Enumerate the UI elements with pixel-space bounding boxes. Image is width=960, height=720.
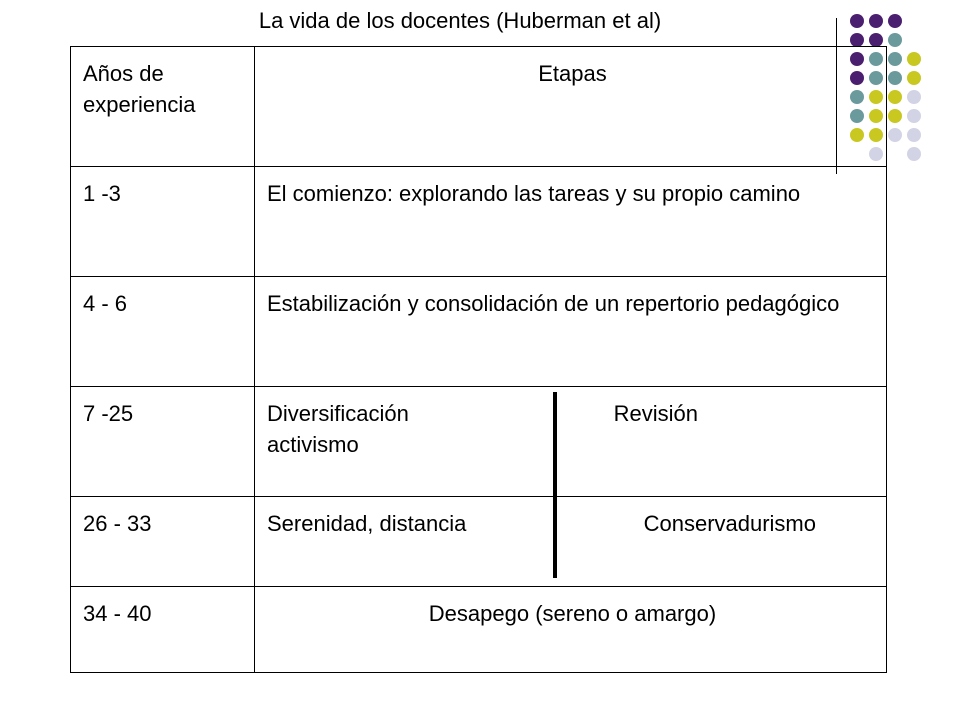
row-years: 1 -3 <box>71 167 255 277</box>
decorative-dot <box>907 90 921 104</box>
table-row <box>71 587 887 673</box>
table-row <box>71 167 887 277</box>
decorative-dot <box>907 52 921 66</box>
decorative-dot <box>907 33 921 47</box>
row-stage-split <box>255 387 887 497</box>
decorative-dot <box>907 71 921 85</box>
header-stages: Etapas <box>255 47 887 167</box>
decorative-dot <box>850 33 864 47</box>
stage-separator-bar <box>553 392 557 578</box>
row-stage: El comienzo: explorando las tareas y su propio camino <box>255 167 887 277</box>
row-stage-split <box>255 497 887 587</box>
decorative-dot <box>869 33 883 47</box>
row-years: 4 - 6 <box>71 277 255 387</box>
table-row <box>71 387 887 497</box>
decorative-dot <box>907 147 921 161</box>
decorative-dot <box>888 52 902 66</box>
decorative-dot <box>869 14 883 28</box>
decorative-dot <box>907 128 921 142</box>
slide-title: La vida de los docentes (Huberman et al) <box>258 8 662 33</box>
stage-right: Conservadurismo <box>643 511 816 536</box>
stage-left: Serenidad, distancia <box>267 511 467 536</box>
stage-left: Diversificación activismo <box>267 401 409 457</box>
row-years: 26 - 33 <box>71 497 255 587</box>
decorative-dot <box>888 109 902 123</box>
decorative-dot <box>850 14 864 28</box>
row-years: 7 -25 <box>71 387 255 497</box>
teacher-stages-table <box>70 46 887 673</box>
decorative-dot <box>888 33 902 47</box>
decorative-dot <box>888 128 902 142</box>
header-years: Años de experiencia <box>71 47 255 167</box>
decorative-dot <box>888 14 902 28</box>
stage-split <box>267 399 878 461</box>
stage-split <box>267 509 878 540</box>
decorative-dot <box>907 14 921 28</box>
decorative-dot <box>888 90 902 104</box>
row-years: 34 - 40 <box>71 587 255 673</box>
table-header-row <box>71 47 887 167</box>
table-row <box>71 497 887 587</box>
stage-right: Revisión <box>613 401 698 426</box>
row-stage: Estabilización y consolidación de un repertorio pedagógico <box>255 277 887 387</box>
decorative-dot <box>888 71 902 85</box>
row-stage: Desapego (sereno o amargo) <box>255 587 887 673</box>
table-row <box>71 277 887 387</box>
decorative-dot <box>907 109 921 123</box>
decorative-dot <box>888 147 902 161</box>
